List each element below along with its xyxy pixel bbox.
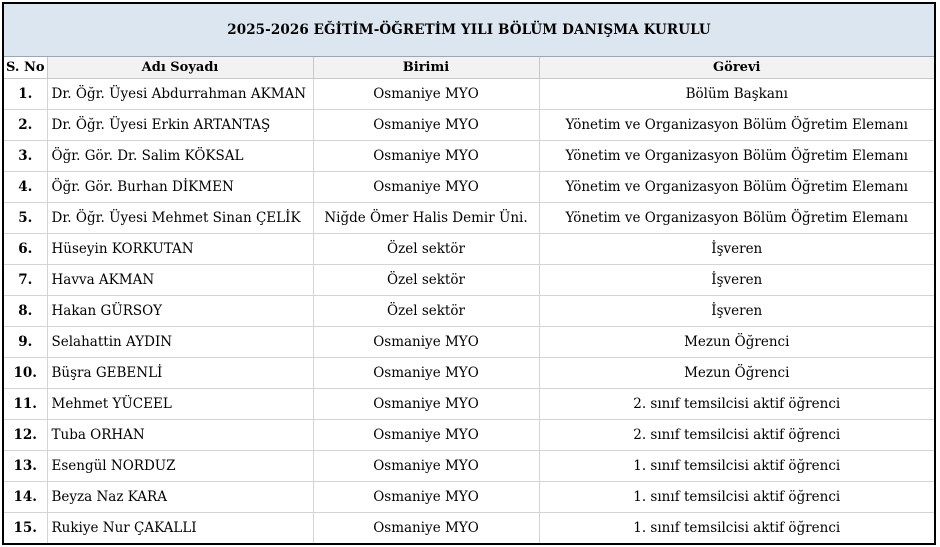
row-number: 8. (4, 296, 47, 327)
column-header-no: S. No (4, 57, 47, 79)
member-name: Dr. Öğr. Üyesi Mehmet Sinan ÇELİK (47, 203, 313, 234)
member-unit: Osmaniye MYO (313, 451, 539, 482)
member-unit: Özel sektör (313, 265, 539, 296)
member-name: Dr. Öğr. Üyesi Abdurrahman AKMAN (47, 79, 313, 110)
member-unit: Osmaniye MYO (313, 482, 539, 513)
member-role: İşveren (539, 234, 934, 265)
member-unit: Osmaniye MYO (313, 172, 539, 203)
member-unit: Osmaniye MYO (313, 327, 539, 358)
column-header-name: Adı Soyadı (47, 57, 313, 79)
table-row (4, 358, 934, 389)
member-role: Yönetim ve Organizasyon Bölüm Öğretim Elemanı (539, 172, 934, 203)
row-number: 10. (4, 358, 47, 389)
row-number: 15. (4, 513, 47, 544)
member-role: İşveren (539, 296, 934, 327)
header-row (4, 57, 934, 79)
committee-table (4, 57, 934, 543)
table-row (4, 451, 934, 482)
table-row (4, 141, 934, 172)
member-role: Mezun Öğrenci (539, 358, 934, 389)
row-number: 14. (4, 482, 47, 513)
table-row (4, 420, 934, 451)
member-role: Yönetim ve Organizasyon Bölüm Öğretim Elemanı (539, 203, 934, 234)
column-header-role: Görevi (539, 57, 934, 79)
member-unit: Osmaniye MYO (313, 79, 539, 110)
member-unit: Osmaniye MYO (313, 110, 539, 141)
table-row (4, 234, 934, 265)
member-unit: Niğde Ömer Halis Demir Üni. (313, 203, 539, 234)
member-role: 2. sınıf temsilcisi aktif öğrenci (539, 389, 934, 420)
committee-sheet (2, 2, 936, 545)
member-unit: Osmaniye MYO (313, 389, 539, 420)
column-header-unit: Birimi (313, 57, 539, 79)
row-number: 12. (4, 420, 47, 451)
member-unit: Osmaniye MYO (313, 358, 539, 389)
member-unit: Osmaniye MYO (313, 513, 539, 544)
table-row (4, 389, 934, 420)
table-row (4, 79, 934, 110)
member-role: Bölüm Başkanı (539, 79, 934, 110)
member-unit: Özel sektör (313, 296, 539, 327)
member-name: Mehmet YÜCEEL (47, 389, 313, 420)
member-role: 1. sınıf temsilcisi aktif öğrenci (633, 520, 841, 536)
member-name: Esengül NORDUZ (47, 451, 313, 482)
member-name: Dr. Öğr. Üyesi Erkin ARTANTAŞ (47, 110, 313, 141)
member-name: Büşra GEBENLİ (47, 358, 313, 389)
member-unit: Özel sektör (313, 234, 539, 265)
row-number: 3. (4, 141, 47, 172)
member-name: Havva AKMAN (47, 265, 313, 296)
row-number: 6. (4, 234, 47, 265)
member-role: Yönetim ve Organizasyon Bölüm Öğretim Elemanı (539, 141, 934, 172)
table-row (4, 482, 934, 513)
member-name: Tuba ORHAN (47, 420, 313, 451)
member-role: 2. sınıf temsilcisi aktif öğrenci (539, 420, 934, 451)
member-role: İşveren (539, 265, 934, 296)
member-name: Rukiye Nur ÇAKALLI (47, 513, 313, 544)
member-name: Hakan GÜRSOY (47, 296, 313, 327)
table-row (4, 513, 934, 544)
member-name: Öğr. Gör. Burhan DİKMEN (47, 172, 313, 203)
table-title: 2025-2026 EĞİTİM-ÖĞRETİM YILI BÖLÜM DANIŞMA KURULU (4, 4, 934, 57)
row-number: 11. (4, 389, 47, 420)
row-number: 13. (4, 451, 47, 482)
row-number: 7. (4, 265, 47, 296)
member-name: Öğr. Gör. Dr. Salim KÖKSAL (47, 141, 313, 172)
table-row (4, 327, 934, 358)
member-name: Selahattin AYDIN (47, 327, 313, 358)
member-role: 1. sınıf temsilcisi aktif öğrenci (539, 482, 934, 513)
table-row (4, 110, 934, 141)
member-unit: Osmaniye MYO (313, 420, 539, 451)
member-name: Beyza Naz KARA (47, 482, 313, 513)
member-role: Mezun Öğrenci (539, 327, 934, 358)
table-row (4, 203, 934, 234)
row-number: 1. (4, 79, 47, 110)
member-role: Yönetim ve Organizasyon Bölüm Öğretim Elemanı (539, 110, 934, 141)
table-row (4, 265, 934, 296)
row-number: 4. (4, 172, 47, 203)
row-number: 5. (4, 203, 47, 234)
member-role: 1. sınıf temsilcisi aktif öğrenci (539, 451, 934, 482)
member-unit: Osmaniye MYO (313, 141, 539, 172)
row-number: 9. (4, 327, 47, 358)
member-name: Hüseyin KORKUTAN (47, 234, 313, 265)
row-number: 2. (4, 110, 47, 141)
table-row (4, 296, 934, 327)
table-row (4, 172, 934, 203)
